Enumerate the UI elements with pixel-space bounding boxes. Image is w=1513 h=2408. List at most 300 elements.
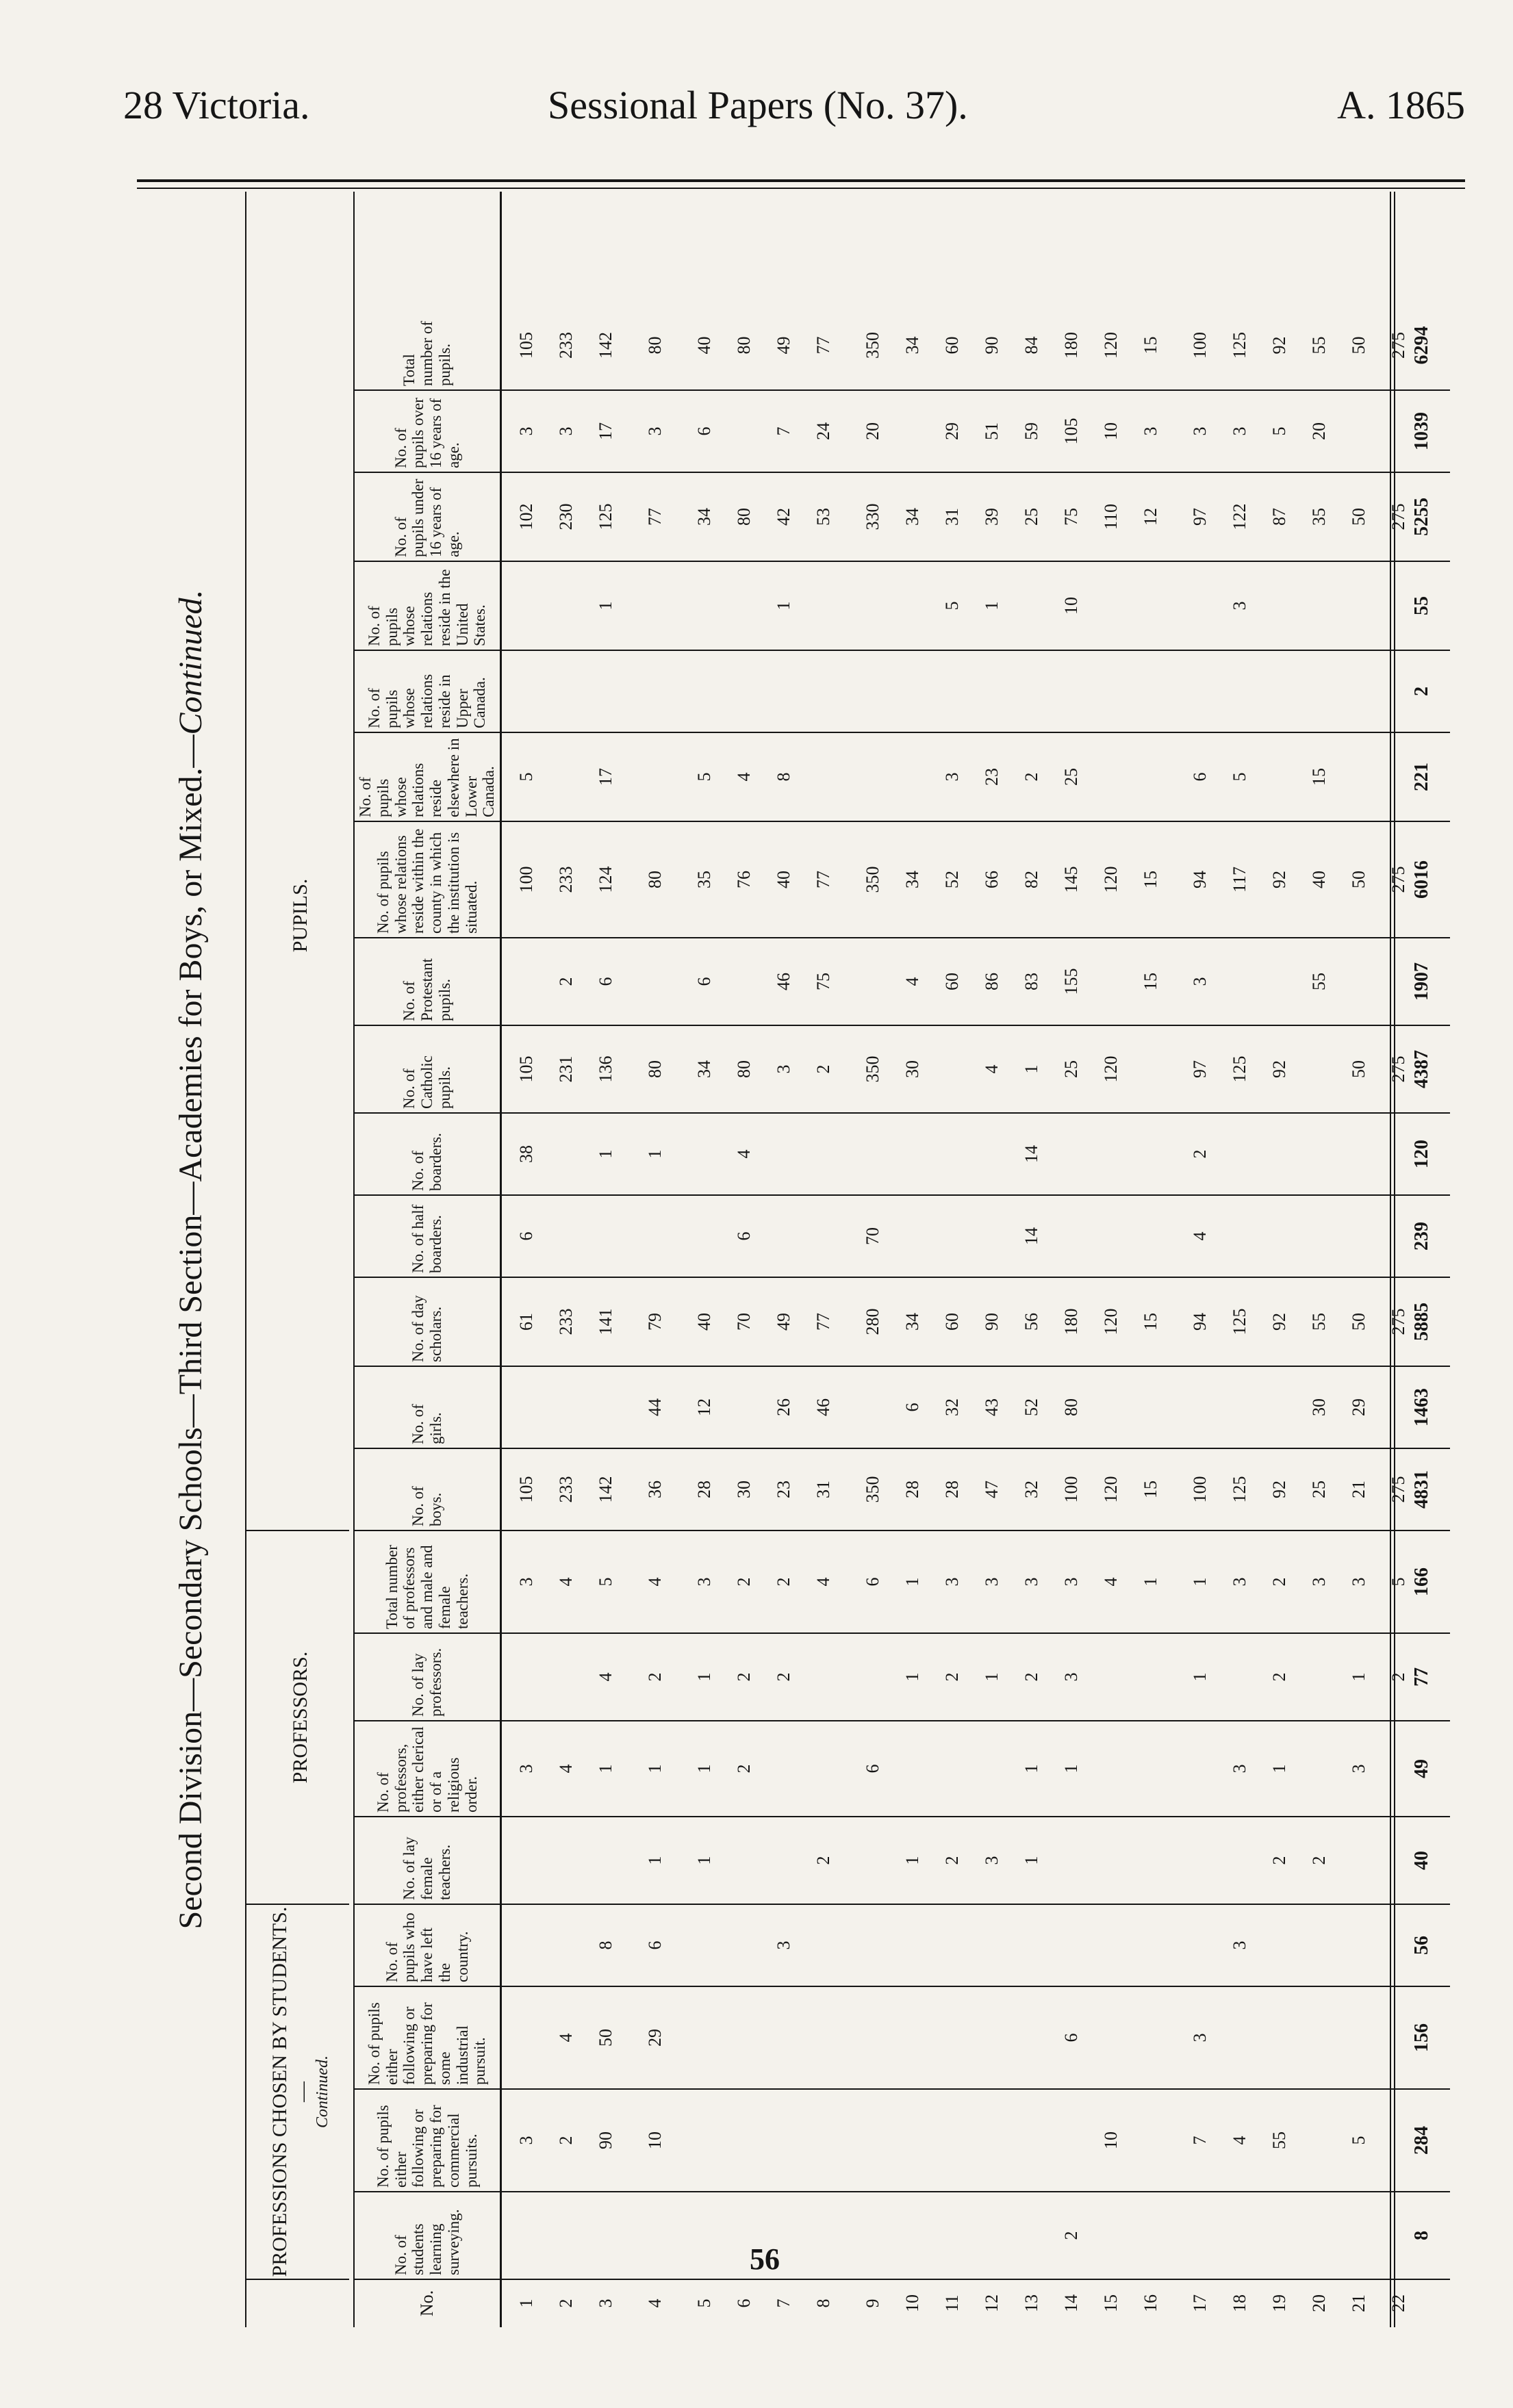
- table-cell: [1339, 1817, 1379, 1904]
- table-cell: 75: [1061, 508, 1081, 526]
- table-cell: 5: [1230, 772, 1249, 782]
- table-cell: [1091, 1986, 1131, 2089]
- table-cell: 6: [863, 1577, 882, 1587]
- table-cell: 1: [596, 1149, 615, 1159]
- table-cell: [724, 938, 764, 1025]
- table-cell: 90: [982, 336, 1002, 355]
- table-cell: 100: [516, 866, 536, 893]
- table-cell: [932, 1904, 972, 1986]
- table-cell: 2: [734, 1577, 754, 1587]
- column-header: No. of Protestant pupils.: [400, 958, 453, 1021]
- table-cell: [1131, 1721, 1171, 1817]
- table-cell: [724, 650, 764, 732]
- table-cell: 1: [645, 1856, 665, 1865]
- table-cell: 50: [1349, 1313, 1369, 1331]
- table-cell: 29: [942, 422, 962, 440]
- table-cell: 14: [1021, 1227, 1041, 1245]
- table-cell: 30: [734, 1481, 754, 1498]
- table-cell: 5: [942, 601, 962, 611]
- table-cell: [586, 1366, 626, 1448]
- table-cell: 34: [902, 336, 922, 355]
- table-cell: 3: [774, 1064, 793, 1074]
- table-cell: 7: [1190, 2136, 1210, 2145]
- table-cell: 7: [774, 426, 793, 436]
- table-cell: 350: [863, 1476, 882, 1503]
- table-cell: 34: [902, 871, 922, 888]
- table-cell: 60: [942, 1313, 962, 1331]
- table-cell: 15: [1309, 768, 1329, 786]
- table-cell: 3: [1061, 1577, 1081, 1587]
- row-number: 15: [1101, 2294, 1121, 2312]
- table-cell: 350: [863, 1055, 882, 1083]
- table-cell: [1131, 2089, 1171, 2192]
- table-cell: 40: [1309, 871, 1329, 888]
- table-cell: 1: [1190, 1577, 1210, 1587]
- row-number: 1: [516, 2298, 536, 2308]
- table-cell: 60: [942, 973, 962, 990]
- table-cell: [764, 1986, 804, 2089]
- table-cell: 1: [1021, 1856, 1041, 1865]
- table-cell: [972, 1904, 1012, 1986]
- table-cell: [972, 1986, 1012, 2089]
- column-header: No. of pupils either following or preparing for commercial pursuits.: [374, 2105, 480, 2188]
- table-cell: 4: [1101, 1577, 1121, 1587]
- table-cell: [1299, 1113, 1339, 1195]
- table-cell: [507, 1986, 546, 2089]
- table-cell: 3: [556, 426, 576, 436]
- table-cell: [1180, 1721, 1220, 1817]
- table-cell: 10: [1101, 422, 1121, 440]
- table-cell: 3: [1230, 601, 1249, 611]
- table-cell: [932, 650, 972, 732]
- table-cell: 2: [1061, 2231, 1081, 2240]
- table-cell: 5: [694, 772, 714, 782]
- table-cell: [507, 938, 546, 1025]
- table-cell: 6: [596, 977, 615, 986]
- table-cell: [1091, 1195, 1131, 1277]
- column-header: No. of pupils whose relations reside in Upper Canada.: [365, 674, 489, 728]
- table-cell: 42: [774, 508, 793, 526]
- table-cell: 32: [1021, 1481, 1041, 1498]
- total-cell: 6016: [1411, 860, 1432, 899]
- group-divider: [246, 1530, 349, 1531]
- table-cell: 92: [1269, 1313, 1289, 1331]
- table-cell: [853, 1633, 893, 1721]
- group-divider: [246, 2279, 349, 2280]
- table-cell: [635, 938, 675, 1025]
- column-groups: [246, 192, 353, 2327]
- table-cell: 31: [942, 508, 962, 526]
- table-cell: [853, 561, 893, 650]
- table-cell: [1339, 732, 1379, 821]
- table-cell: 122: [1230, 503, 1249, 530]
- table-cell: 6: [516, 1231, 536, 1241]
- table-cell: [546, 732, 586, 821]
- table-cell: [685, 2192, 724, 2279]
- table-cell: [1012, 1904, 1052, 1986]
- table-cell: 90: [596, 2131, 615, 2149]
- table-cell: [853, 1366, 893, 1448]
- column-header: No. of pupils who have left the country.: [383, 1912, 471, 1982]
- table-cell: 105: [516, 332, 536, 359]
- table-cell: 80: [645, 1060, 665, 1078]
- table-cell: [586, 1195, 626, 1277]
- table-cell: 82: [1021, 871, 1041, 888]
- row-number: 7: [774, 2298, 793, 2308]
- table-cell: 120: [1101, 1055, 1121, 1083]
- column-header-rule: [353, 192, 355, 2327]
- table-cell: 4: [734, 772, 754, 782]
- table-title: [164, 192, 218, 2327]
- table-cell: [1012, 1986, 1052, 2089]
- table-cell: [546, 2192, 586, 2279]
- table-cell: 35: [1309, 508, 1329, 526]
- table-cell: [685, 650, 724, 732]
- table-cell: [1052, 1904, 1091, 1986]
- table-cell: [1131, 732, 1171, 821]
- row-number: 3: [596, 2298, 615, 2308]
- table-cell: 6: [902, 1402, 922, 1412]
- table-title-main: Second Division—Secondary Schools—Third Section—Academies for Boys, or Mixed.—: [173, 734, 209, 1930]
- table-cell: 3: [1021, 1577, 1041, 1587]
- table-cell: 50: [1349, 1060, 1369, 1078]
- table-cell: [546, 1817, 586, 1904]
- table-cell: [1299, 561, 1339, 650]
- table-cell: [972, 2089, 1012, 2192]
- row-number: 22: [1388, 2294, 1408, 2312]
- row-number: 9: [863, 2298, 882, 2308]
- row-number: 8: [813, 2298, 833, 2308]
- table-cell: 47: [982, 1481, 1002, 1498]
- table-cell: [1220, 650, 1260, 732]
- table-cell: [1220, 1113, 1260, 1195]
- table-cell: [1299, 2192, 1339, 2279]
- table-cell: 125: [1230, 332, 1249, 359]
- row-number: 13: [1021, 2294, 1041, 2312]
- total-cell: 5885: [1411, 1303, 1432, 1341]
- table-cell: [1091, 938, 1131, 1025]
- table-cell: [804, 1904, 843, 1986]
- table-cell: 3: [1230, 1764, 1249, 1773]
- table-cell: [764, 1817, 804, 1904]
- column-header: No. of boys.: [409, 1486, 444, 1526]
- table-cell: [546, 1633, 586, 1721]
- table-cell: 1: [1349, 1672, 1369, 1682]
- table-cell: [1131, 1817, 1171, 1904]
- table-cell: [1339, 650, 1379, 732]
- table-cell: 3: [942, 1577, 962, 1587]
- table-cell: 17: [596, 422, 615, 440]
- table-cell: [1091, 1633, 1131, 1721]
- table-cell: 2: [1021, 772, 1041, 782]
- table-cell: 5: [1349, 2136, 1369, 2145]
- table-cell: [635, 650, 675, 732]
- table-cell: [1180, 1817, 1220, 1904]
- table-cell: 92: [1269, 871, 1289, 888]
- table-cell: 100: [1061, 1476, 1081, 1503]
- table-cell: [1260, 732, 1299, 821]
- table-cell: 1: [1021, 1764, 1041, 1773]
- table-cell: 59: [1021, 422, 1041, 440]
- table-cell: 231: [556, 1055, 576, 1083]
- table-cell: 4: [982, 1064, 1002, 1074]
- table-cell: 3: [1190, 2033, 1210, 2042]
- column-header: No. of pupils over 16 years of age.: [392, 398, 462, 468]
- group-professors-label: PROFESSORS.: [288, 1651, 312, 1784]
- table-cell: [1339, 1904, 1379, 1986]
- table-cell: 1: [902, 1856, 922, 1865]
- table-cell: [1299, 1025, 1339, 1113]
- total-cell: 1907: [1411, 962, 1432, 1001]
- table-cell: [724, 1817, 764, 1904]
- table-cell: [972, 1721, 1012, 1817]
- table-cell: 3: [942, 772, 962, 782]
- table-cell: 3: [774, 1941, 793, 1950]
- table-cell: [893, 1904, 932, 1986]
- table-cell: 3: [516, 1764, 536, 1773]
- total-cell: 77: [1411, 1667, 1432, 1687]
- table-cell: [1339, 1195, 1379, 1277]
- group-professions: [246, 1904, 353, 2279]
- table-cell: [1299, 2089, 1339, 2192]
- table-cell: [893, 1986, 932, 2089]
- table-cell: [893, 1195, 932, 1277]
- table-cell: 6: [734, 1231, 754, 1241]
- table-cell: 3: [516, 1577, 536, 1587]
- table-cell: 1: [1190, 1672, 1210, 1682]
- column-header: No. of lay professors.: [409, 1648, 444, 1717]
- table-cell: [1260, 1113, 1299, 1195]
- table-cell: [546, 1113, 586, 1195]
- table-cell: 1: [1269, 1764, 1289, 1773]
- table-cell: [1180, 1366, 1220, 1448]
- table-cell: 350: [863, 866, 882, 893]
- column-header: No. of day scholars.: [409, 1295, 444, 1362]
- table-cell: 1: [1141, 1577, 1160, 1587]
- table-cell: [1220, 1195, 1260, 1277]
- table-cell: 34: [902, 508, 922, 526]
- table-cell: [507, 1366, 546, 1448]
- column-header: No. of pupils either following or preparing for some industrial pursuit.: [365, 2002, 489, 2085]
- table-cell: 5: [516, 772, 536, 782]
- table-cell: 1: [902, 1577, 922, 1587]
- table-cell: 24: [813, 422, 833, 440]
- table-cell: 39: [982, 508, 1002, 526]
- table-cell: 3: [645, 426, 665, 436]
- table-cell: 275: [1388, 332, 1408, 359]
- table-cell: 350: [863, 332, 882, 359]
- table-cell: [685, 2089, 724, 2192]
- table-cell: [724, 1986, 764, 2089]
- table-cell: [507, 1817, 546, 1904]
- table-cell: [893, 732, 932, 821]
- table-cell: [1012, 561, 1052, 650]
- table-cell: 15: [1141, 1481, 1160, 1498]
- table-cell: [1299, 1986, 1339, 2089]
- table-cell: 1: [596, 601, 615, 611]
- group-professions-continued: Continued.: [313, 2055, 331, 2128]
- table-cell: 2: [942, 1856, 962, 1865]
- table-cell: 66: [982, 871, 1002, 888]
- table-cell: [546, 1366, 586, 1448]
- table-cell: 141: [596, 1308, 615, 1335]
- table-cell: 125: [1230, 1055, 1249, 1083]
- table-cell: 3: [1349, 1577, 1369, 1587]
- table-cell: [1012, 650, 1052, 732]
- table-cell: 3: [982, 1856, 1002, 1865]
- table-cell: 117: [1230, 866, 1249, 893]
- table-cell: 23: [774, 1481, 793, 1498]
- table-cell: [932, 2192, 972, 2279]
- table-cell: 6: [645, 1941, 665, 1950]
- total-cell: 2: [1411, 687, 1432, 696]
- table-cell: [1299, 1721, 1339, 1817]
- table-cell: 49: [774, 336, 793, 355]
- table-cell: [507, 650, 546, 732]
- table-cell: 1: [694, 1856, 714, 1865]
- table-cell: 94: [1190, 871, 1210, 888]
- table-cell: 10: [645, 2131, 665, 2149]
- table-cell: 44: [645, 1398, 665, 1416]
- total-cell: [1402, 2279, 1442, 2327]
- table-cell: [1012, 2192, 1052, 2279]
- table-cell: 4: [1190, 1231, 1210, 1241]
- table-cell: [1299, 1633, 1339, 1721]
- table-cell: 38: [516, 1145, 536, 1163]
- column-header: Total number of pupils.: [400, 320, 453, 386]
- rotated-table: [164, 192, 1451, 2327]
- table-cell: [1220, 1633, 1260, 1721]
- table-cell: 275: [1388, 1308, 1408, 1335]
- table-cell: 50: [1349, 508, 1369, 526]
- table-cell: 100: [1190, 1476, 1210, 1503]
- table-cell: [932, 1986, 972, 2089]
- table-cell: [1091, 1904, 1131, 1986]
- table-cell: [764, 2089, 804, 2192]
- row-number: 20: [1309, 2294, 1329, 2312]
- table-cell: 5: [1388, 1577, 1408, 1587]
- table-cell: 4: [813, 1577, 833, 1587]
- row-number: 17: [1190, 2294, 1210, 2312]
- table-cell: 15: [1141, 1313, 1160, 1331]
- total-cell: 49: [1411, 1759, 1432, 1778]
- table-cell: 4: [902, 977, 922, 986]
- table-cell: [893, 2089, 932, 2192]
- column-header: No. of lay female teachers.: [400, 1836, 453, 1900]
- table-cell: 87: [1269, 508, 1289, 526]
- total-cell: 1463: [1411, 1388, 1432, 1426]
- table-cell: 35: [694, 871, 714, 888]
- table-cell: [853, 2089, 893, 2192]
- table-cell: [1091, 732, 1131, 821]
- table-cell: 2: [1269, 1577, 1289, 1587]
- table-cell: 14: [1021, 1145, 1041, 1163]
- table-cell: 43: [982, 1398, 1002, 1416]
- table-cell: 21: [1349, 1481, 1369, 1498]
- table-cell: 55: [1309, 1313, 1329, 1331]
- column-header: No. of half boarders.: [409, 1204, 444, 1273]
- table-cell: 30: [902, 1060, 922, 1078]
- row-number: 21: [1349, 2294, 1369, 2312]
- table-cell: 25: [1021, 508, 1041, 526]
- table-cell: [635, 1195, 675, 1277]
- table-cell: 3: [1309, 1577, 1329, 1587]
- table-cell: 50: [1349, 336, 1369, 355]
- total-cell: 166: [1411, 1567, 1432, 1596]
- table-cell: 97: [1190, 508, 1210, 526]
- table-cell: [1260, 561, 1299, 650]
- row-number: 4: [645, 2298, 665, 2308]
- table-cell: 120: [1101, 1476, 1121, 1503]
- table-cell: 17: [596, 768, 615, 786]
- table-cell: [1091, 2192, 1131, 2279]
- table-cell: 25: [1061, 1060, 1081, 1078]
- column-header: No. of pupils whose relations reside in the United States.: [365, 569, 489, 646]
- group-professors: [246, 1530, 353, 1904]
- table-cell: [1260, 938, 1299, 1025]
- column-header: No. of professors, either clerical or of a religious order.: [374, 1726, 480, 1813]
- table-cell: [1091, 1721, 1131, 1817]
- group-professions-label: PROFESSIONS CHOSEN BY STUDENTS.—: [268, 1906, 314, 2277]
- table-cell: [853, 1986, 893, 2089]
- table-cell: [507, 2192, 546, 2279]
- table-cell: [804, 1986, 843, 2089]
- table-cell: 4: [556, 2033, 576, 2042]
- row-number: 10: [902, 2294, 922, 2312]
- table-cell: [764, 650, 804, 732]
- table-cell: [1180, 1904, 1220, 1986]
- table-cell: 77: [813, 336, 833, 355]
- table-cell: [1012, 2089, 1052, 2192]
- table-cell: 25: [1061, 768, 1081, 786]
- table-cell: 100: [1190, 332, 1210, 359]
- table-cell: [893, 1113, 932, 1195]
- table-cell: 90: [982, 1313, 1002, 1331]
- table-cell: 4: [734, 1149, 754, 1159]
- table-cell: 40: [694, 336, 714, 355]
- table-cell: [804, 732, 843, 821]
- total-cell: 120: [1411, 1140, 1432, 1168]
- table-cell: 46: [813, 1398, 833, 1416]
- table-cell: 275: [1388, 503, 1408, 530]
- table-cell: [1180, 650, 1220, 732]
- table-cell: 77: [813, 1313, 833, 1331]
- table-cell: 6: [694, 426, 714, 436]
- table-cell: [724, 2089, 764, 2192]
- table-cell: [893, 2192, 932, 2279]
- table-cell: [1260, 2192, 1299, 2279]
- table-cell: 280: [863, 1308, 882, 1335]
- table-cell: [1339, 2192, 1379, 2279]
- table-cell: [1339, 938, 1379, 1025]
- table-cell: 34: [902, 1313, 922, 1331]
- table-cell: [1339, 561, 1379, 650]
- table-cell: [1131, 1195, 1171, 1277]
- table-cell: [1260, 1986, 1299, 2089]
- table-cell: 6: [694, 977, 714, 986]
- total-cell: 40: [1411, 1851, 1432, 1870]
- row-number: 11: [942, 2294, 962, 2312]
- table-cell: [1091, 1366, 1131, 1448]
- table-cell: [932, 1721, 972, 1817]
- table-cell: [804, 1721, 843, 1817]
- table-cell: [546, 561, 586, 650]
- table-cell: [586, 2192, 626, 2279]
- table-cell: [1299, 1195, 1339, 1277]
- table-cell: 105: [1061, 418, 1081, 445]
- table-cell: 40: [694, 1313, 714, 1331]
- table-cell: 30: [1309, 1398, 1329, 1416]
